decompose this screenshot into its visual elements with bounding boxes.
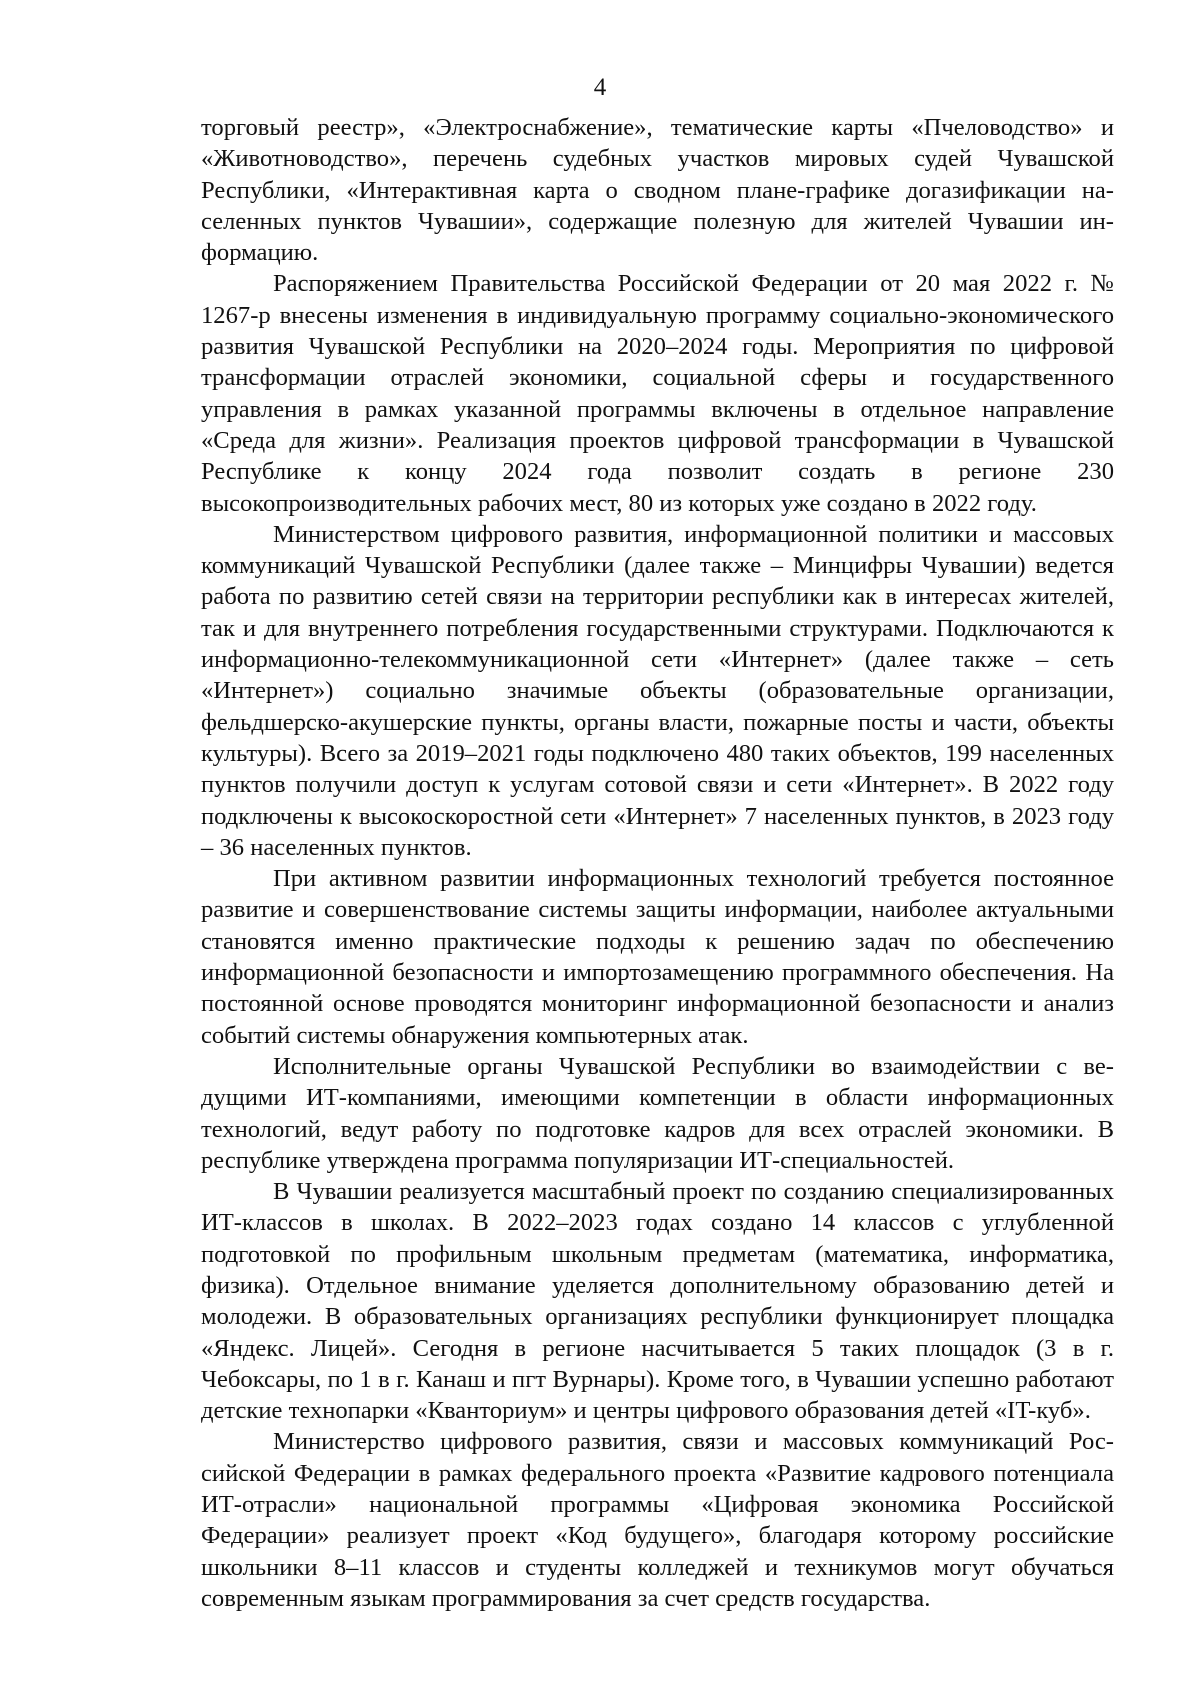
paragraph-4: При активном развитии информационных технологий требуется постоянное развитие и совершенствование системы защиты информации, наиболее актуальными становятся именно практические подходы к решению задач по обеспечению информационной безопасности и импортозамещению программного обеспечения. На постоянной основе проводятся мониторинг информационной безопасности и анализ событий системы обнаружения компьютерных атак. [201, 865, 1114, 1049]
paragraph-2: Распоряжением Правительства Российской Федерации от 20 мая 2022 г. № 1267-р внесены изменения в индивидуальную программу социально-экономического развития Чувашской Республики на 2020–2024 годы. Мероприятия по цифровой трансформации отраслей экономики, социальной сферы и государственного управления в рамках указанной программы включены в отдельное направление «Среда для жизни». Реализация проектов цифровой трансформации в Чувашской Республике к концу 2024 года позволит создать в регионе 230 высокопроизводительных рабочих мест, 80 из которых уже создано в 2022 году. [201, 270, 1114, 517]
document-body [201, 112, 1114, 1614]
paragraph-1: торговый реестр», «Электроснабжение», тематические карты «Пчеловодство» и «Животноводство», перечень судебных участков мировых судей Чувашской Республики, «Интерактивная карта о сводном плане-графике догазификации населенных пунктов Чувашии», содержащие полезную для жителей Чувашии информацию. [201, 114, 1114, 267]
paragraph-6: В Чувашии реализуется масштабный проект по созданию специализированных ИТ-классов в школах. В 2022–2023 годах создано 14 классов с углубленной подготовкой по профильным школьным предметам (математика, информатика, физика). Отдельное внимание уделяется дополнительному образованию детей и молодежи. В образовательных организациях республики функционирует площадка «Яндекс. Лицей». Сегодня в регионе насчитывается 5 таких площадок (3 в г. Чебоксары, по 1 в г. Канаш и пгт Вурнары). Кроме того, в Чувашии успешно работают детские технопарки «Кванториум» и центры цифрового образования детей «IT-куб». [201, 1178, 1114, 1425]
paragraph-7: Министерство цифрового развития, связи и массовых коммуникаций Российской Федерации в рамках федерального проекта «Развитие кадрового потенциала ИТ-отрасли» национальной программы «Цифровая экономика Российской Федерации» реализует проект «Код будущего», благодаря которому российские школьники 8–11 классов и студенты колледжей и техникумов могут обучаться современным языкам программирования за счет средств государства. [201, 1428, 1114, 1612]
paragraph-3: Министерством цифрового развития, информационной политики и массовых коммуникаций Чувашской Республики (далее также – Минцифры Чувашии) ведется работа по развитию сетей связи на территории республики как в интересах жителей, так и для внутреннего потребления государственными структурами. Подключаются к информационно-телекоммуникационной сети «Интернет» (далее также – сеть «Интернет») социально значимые объекты (образовательные организации, фельдшерско-акушерские пункты, органы власти, пожарные посты и части, объекты культуры). Всего за 2019–2021 годы подключено 480 таких объектов, 199 населенных пунктов получили доступ к услугам сотовой связи и сети «Интернет». В 2022 году подключены к высокоскоростной сети «Интернет» 7 населенных пунктов, в 2023 году – 36 населенных пунктов. [201, 520, 1114, 861]
page-number: 4 [593, 74, 607, 101]
paragraph-5: Исполнительные органы Чувашской Республики во взаимодействии с ведущими ИТ-компаниями, имеющими компетенции в области информационных технологий, ведут работу по подготовке кадров для всех отраслей экономики. В республике утверждена программа популяризации ИТ-специальностей. [201, 1052, 1114, 1174]
